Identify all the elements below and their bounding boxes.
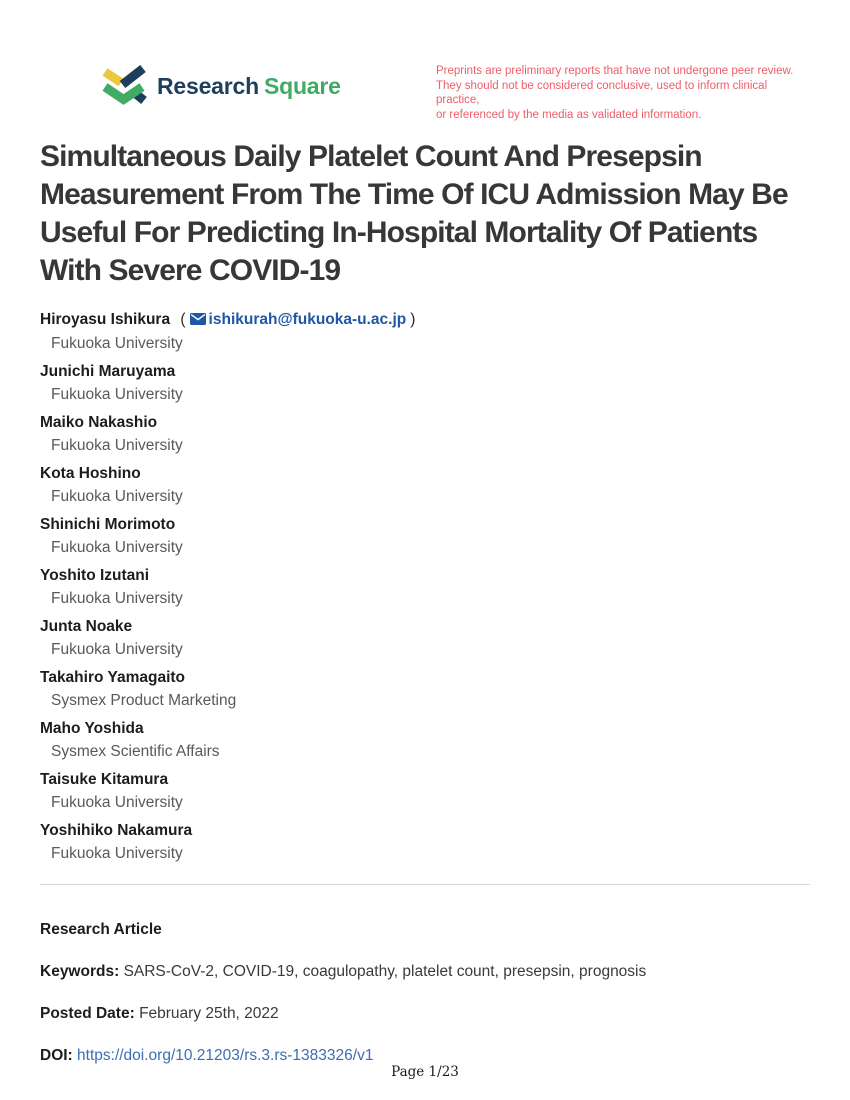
author-name-row — [40, 464, 810, 484]
author-name-row — [40, 821, 810, 841]
author-entry — [40, 770, 810, 813]
author-name: Takahiro Yamagaito — [40, 669, 186, 686]
author-name-row — [40, 566, 810, 586]
article-type-label: Research Article — [40, 921, 162, 938]
article-title: Simultaneous Daily Platelet Count And Presepsin Measurement From The Time Of ICU Admission May Be Useful For Predicting In-Hospital Mortality Of Patients With Severe COVID-19 — [40, 140, 788, 287]
author-affiliation: Fukuoka University — [51, 539, 183, 556]
open-paren: ( — [176, 311, 186, 328]
page-number: Page 1/23 — [391, 1064, 459, 1080]
keywords-label: Keywords: — [40, 963, 120, 980]
author-name-row — [40, 310, 810, 331]
doi-line — [40, 1046, 810, 1066]
email-icon — [190, 311, 206, 331]
author-name-row — [40, 770, 810, 790]
disclaimer-line: Preprints are preliminary reports that have not undergone peer review. — [436, 65, 794, 77]
author-name: Maho Yoshida — [40, 720, 144, 737]
author-entry — [40, 464, 810, 507]
author-name: Yoshihiko Nakamura — [40, 822, 193, 839]
author-entry — [40, 821, 810, 864]
author-name: Hiroyasu Ishikura — [40, 311, 171, 328]
author-name: Taisuke Kitamura — [40, 771, 169, 788]
author-affiliation: Fukuoka University — [51, 488, 183, 505]
author-affiliation: Fukuoka University — [51, 335, 183, 352]
page-header — [40, 62, 810, 122]
author-list — [40, 310, 810, 864]
research-square-logo — [100, 64, 341, 108]
wordmark-square: Square — [263, 72, 341, 99]
author-entry — [40, 413, 810, 456]
author-entry — [40, 719, 810, 762]
author-affiliation: Sysmex Product Marketing — [51, 692, 237, 709]
posted-date-line — [40, 1004, 810, 1024]
author-entry — [40, 515, 810, 558]
author-name: Yoshito Izutani — [40, 567, 150, 584]
author-name-row — [40, 413, 810, 433]
keywords-value: SARS-CoV-2, COVID-19, coagulopathy, platelet count, presepsin, prognosis — [123, 963, 647, 980]
author-entry — [40, 566, 810, 609]
disclaimer — [436, 62, 810, 122]
author-affiliation: Sysmex Scientific Affairs — [51, 743, 220, 760]
doi-link[interactable]: https://doi.org/10.21203/rs.3.rs-1383326/v1 — [77, 1047, 374, 1064]
research-square-logo-icon — [100, 64, 147, 108]
keywords-line — [40, 962, 810, 982]
research-square-wordmark — [157, 73, 341, 100]
section-divider — [40, 884, 810, 885]
author-name-row — [40, 617, 810, 637]
author-affiliation: Fukuoka University — [51, 590, 183, 607]
posted-date-label: Posted Date: — [40, 1005, 135, 1022]
author-entry — [40, 310, 810, 354]
author-affiliation: Fukuoka University — [51, 437, 183, 454]
author-name-row — [40, 668, 810, 688]
posted-date-value: February 25th, 2022 — [139, 1005, 279, 1022]
author-name: Junta Noake — [40, 618, 133, 635]
author-name: Junichi Maruyama — [40, 363, 176, 380]
close-paren: ) — [410, 311, 416, 328]
author-entry — [40, 668, 810, 711]
author-entry — [40, 617, 810, 660]
author-affiliation: Fukuoka University — [51, 794, 183, 811]
author-name: Shinichi Morimoto — [40, 516, 176, 533]
author-affiliation: Fukuoka University — [51, 641, 183, 658]
doi-label: DOI: — [40, 1047, 73, 1064]
author-name-row — [40, 719, 810, 739]
wordmark-research: Research — [157, 72, 259, 99]
author-entry — [40, 362, 810, 405]
author-email-wrap — [176, 311, 415, 328]
author-name-row — [40, 515, 810, 535]
author-email-link[interactable]: ishikurah@fukuoka-u.ac.jp — [208, 311, 407, 328]
author-name: Maiko Nakashio — [40, 414, 158, 431]
author-name-row — [40, 362, 810, 382]
author-affiliation: Fukuoka University — [51, 845, 183, 862]
author-name: Kota Hoshino — [40, 465, 141, 482]
disclaimer-line: They should not be considered conclusive, used to inform clinical practice, — [436, 79, 768, 106]
author-affiliation: Fukuoka University — [51, 386, 183, 403]
disclaimer-line: or referenced by the media as validated information. — [436, 108, 702, 121]
